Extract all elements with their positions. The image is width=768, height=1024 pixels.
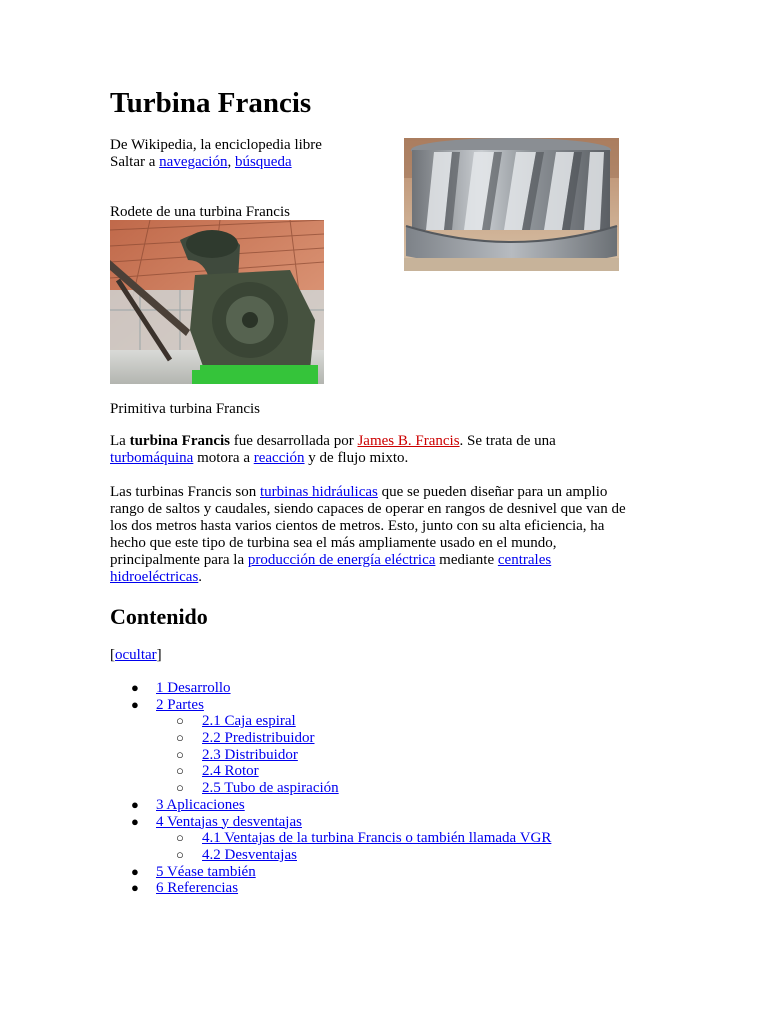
- turbinas-hidraulicas-link[interactable]: turbinas hidráulicas: [259, 484, 378, 500]
- toc-item: [110, 880, 650, 897]
- para2-text-6: mediante: [435, 552, 498, 568]
- bullet-filled-icon: ●: [131, 796, 139, 812]
- intro-text-4: motora a: [193, 450, 254, 466]
- page-title: Turbina Francis: [110, 87, 312, 119]
- bullet-hollow-icon: ○: [176, 846, 184, 862]
- intro-text-1: La: [110, 433, 130, 449]
- bullet-hollow-icon: ○: [176, 780, 184, 796]
- toc-link[interactable]: 2.1 Caja espiral: [202, 713, 296, 730]
- toc-toggle-open: [: [110, 647, 115, 663]
- intro-text-2: fue desarrollada por: [230, 433, 358, 449]
- bullet-hollow-icon: ○: [176, 746, 184, 762]
- toc-link[interactable]: 1 Desarrollo: [156, 680, 231, 696]
- para2-line-2: rango de saltos y caudales, siendo capaces de operar en rangos de desnivel que van de: [110, 501, 626, 517]
- toc-link[interactable]: 2.4 Rotor: [202, 763, 259, 780]
- toc-link[interactable]: 2.2 Predistribuidor: [202, 730, 315, 747]
- toc-item: [110, 730, 650, 747]
- bullet-hollow-icon: ○: [176, 713, 184, 729]
- toc-link[interactable]: 2.3 Distribuidor: [202, 746, 298, 763]
- toc-item: [110, 680, 650, 697]
- toc-item: [110, 797, 650, 814]
- caption-rodete: Rodete de una turbina Francis: [110, 204, 290, 220]
- reaccion-link[interactable]: reacción: [253, 450, 305, 466]
- toc-link[interactable]: 2.5 Tubo de aspiración: [202, 780, 339, 797]
- jump-separator: ,: [227, 154, 235, 170]
- para2-period: .: [198, 569, 203, 585]
- hidroelectricas-link[interactable]: hidroeléctricas: [110, 569, 199, 585]
- intro-bold-term: turbina Francis: [129, 433, 231, 449]
- intro-text-5: y de flujo mixto.: [304, 450, 409, 466]
- para2-text-1: Las turbinas Francis son: [110, 484, 260, 500]
- toc-list: [110, 680, 650, 897]
- para2-text-5: principalmente para la: [110, 552, 248, 568]
- toc-item: [110, 780, 650, 797]
- toc-link[interactable]: 5 Véase también: [156, 863, 256, 880]
- produccion-energia-link[interactable]: producción de energía eléctrica: [247, 552, 436, 568]
- bullet-filled-icon: ●: [131, 696, 139, 712]
- bullet-filled-icon: ●: [131, 863, 139, 879]
- bullet-filled-icon: ●: [131, 880, 139, 896]
- toc-item: [110, 814, 650, 831]
- toc-link[interactable]: 6 Referencias: [156, 880, 239, 897]
- toc-toggle-close: ]: [156, 647, 162, 663]
- table-of-contents: [110, 680, 650, 897]
- para2-line-4: hecho que este tipo de turbina sea el más ampliamente usado en el mundo,: [110, 535, 557, 551]
- toc-item: [110, 763, 650, 780]
- turbomaquina-link[interactable]: turbomáquina: [110, 450, 194, 466]
- toc-item: [110, 697, 650, 714]
- intro-text-3: . Se trata de una: [459, 433, 556, 449]
- toc-link[interactable]: 4 Ventajas y desventajas: [156, 813, 302, 830]
- toc-link[interactable]: 4.2 Desventajas: [202, 846, 297, 863]
- intro-paragraph: [110, 433, 650, 467]
- description-paragraph: [110, 484, 650, 586]
- search-link[interactable]: búsqueda: [234, 154, 292, 170]
- tagline: De Wikipedia, la enciclopedia libre: [110, 137, 322, 153]
- toc-hide-link[interactable]: ocultar: [115, 647, 157, 663]
- toc-item: [110, 830, 650, 847]
- james-francis-link[interactable]: James B. Francis: [357, 433, 460, 449]
- bullet-filled-icon: ●: [131, 813, 139, 829]
- caption-primitiva: Primitiva turbina Francis: [110, 401, 260, 417]
- toc-item: [110, 847, 650, 864]
- para2-line-3: los dos metros hasta varios cientos de metros. Esto, junto con su alta eficiencia, ha: [110, 518, 605, 534]
- toc-link[interactable]: 3 Aplicaciones: [156, 796, 245, 813]
- toc-link[interactable]: 2 Partes: [156, 696, 204, 713]
- bullet-filled-icon: ●: [131, 680, 139, 695]
- toc-toggle: [110, 647, 650, 664]
- centrales-link[interactable]: centrales: [497, 552, 552, 568]
- toc-item: [110, 747, 650, 764]
- toc-heading: Contenido: [110, 604, 208, 629]
- early-turbine-illustration: [110, 220, 324, 384]
- navigation-link[interactable]: navegación: [159, 154, 228, 170]
- bullet-hollow-icon: ○: [176, 763, 184, 779]
- toc-item: [110, 713, 650, 730]
- bullet-hollow-icon: ○: [176, 730, 184, 746]
- toc-item: [110, 864, 650, 881]
- para2-text-2: que se pueden diseñar para un amplio: [377, 484, 608, 500]
- toc-link[interactable]: 4.1 Ventajas de la turbina Francis o también llamada VGR: [202, 830, 552, 847]
- jump-prefix: Saltar a: [110, 154, 160, 170]
- early-turbine-image[interactable]: [110, 220, 324, 384]
- bullet-hollow-icon: ○: [176, 830, 184, 846]
